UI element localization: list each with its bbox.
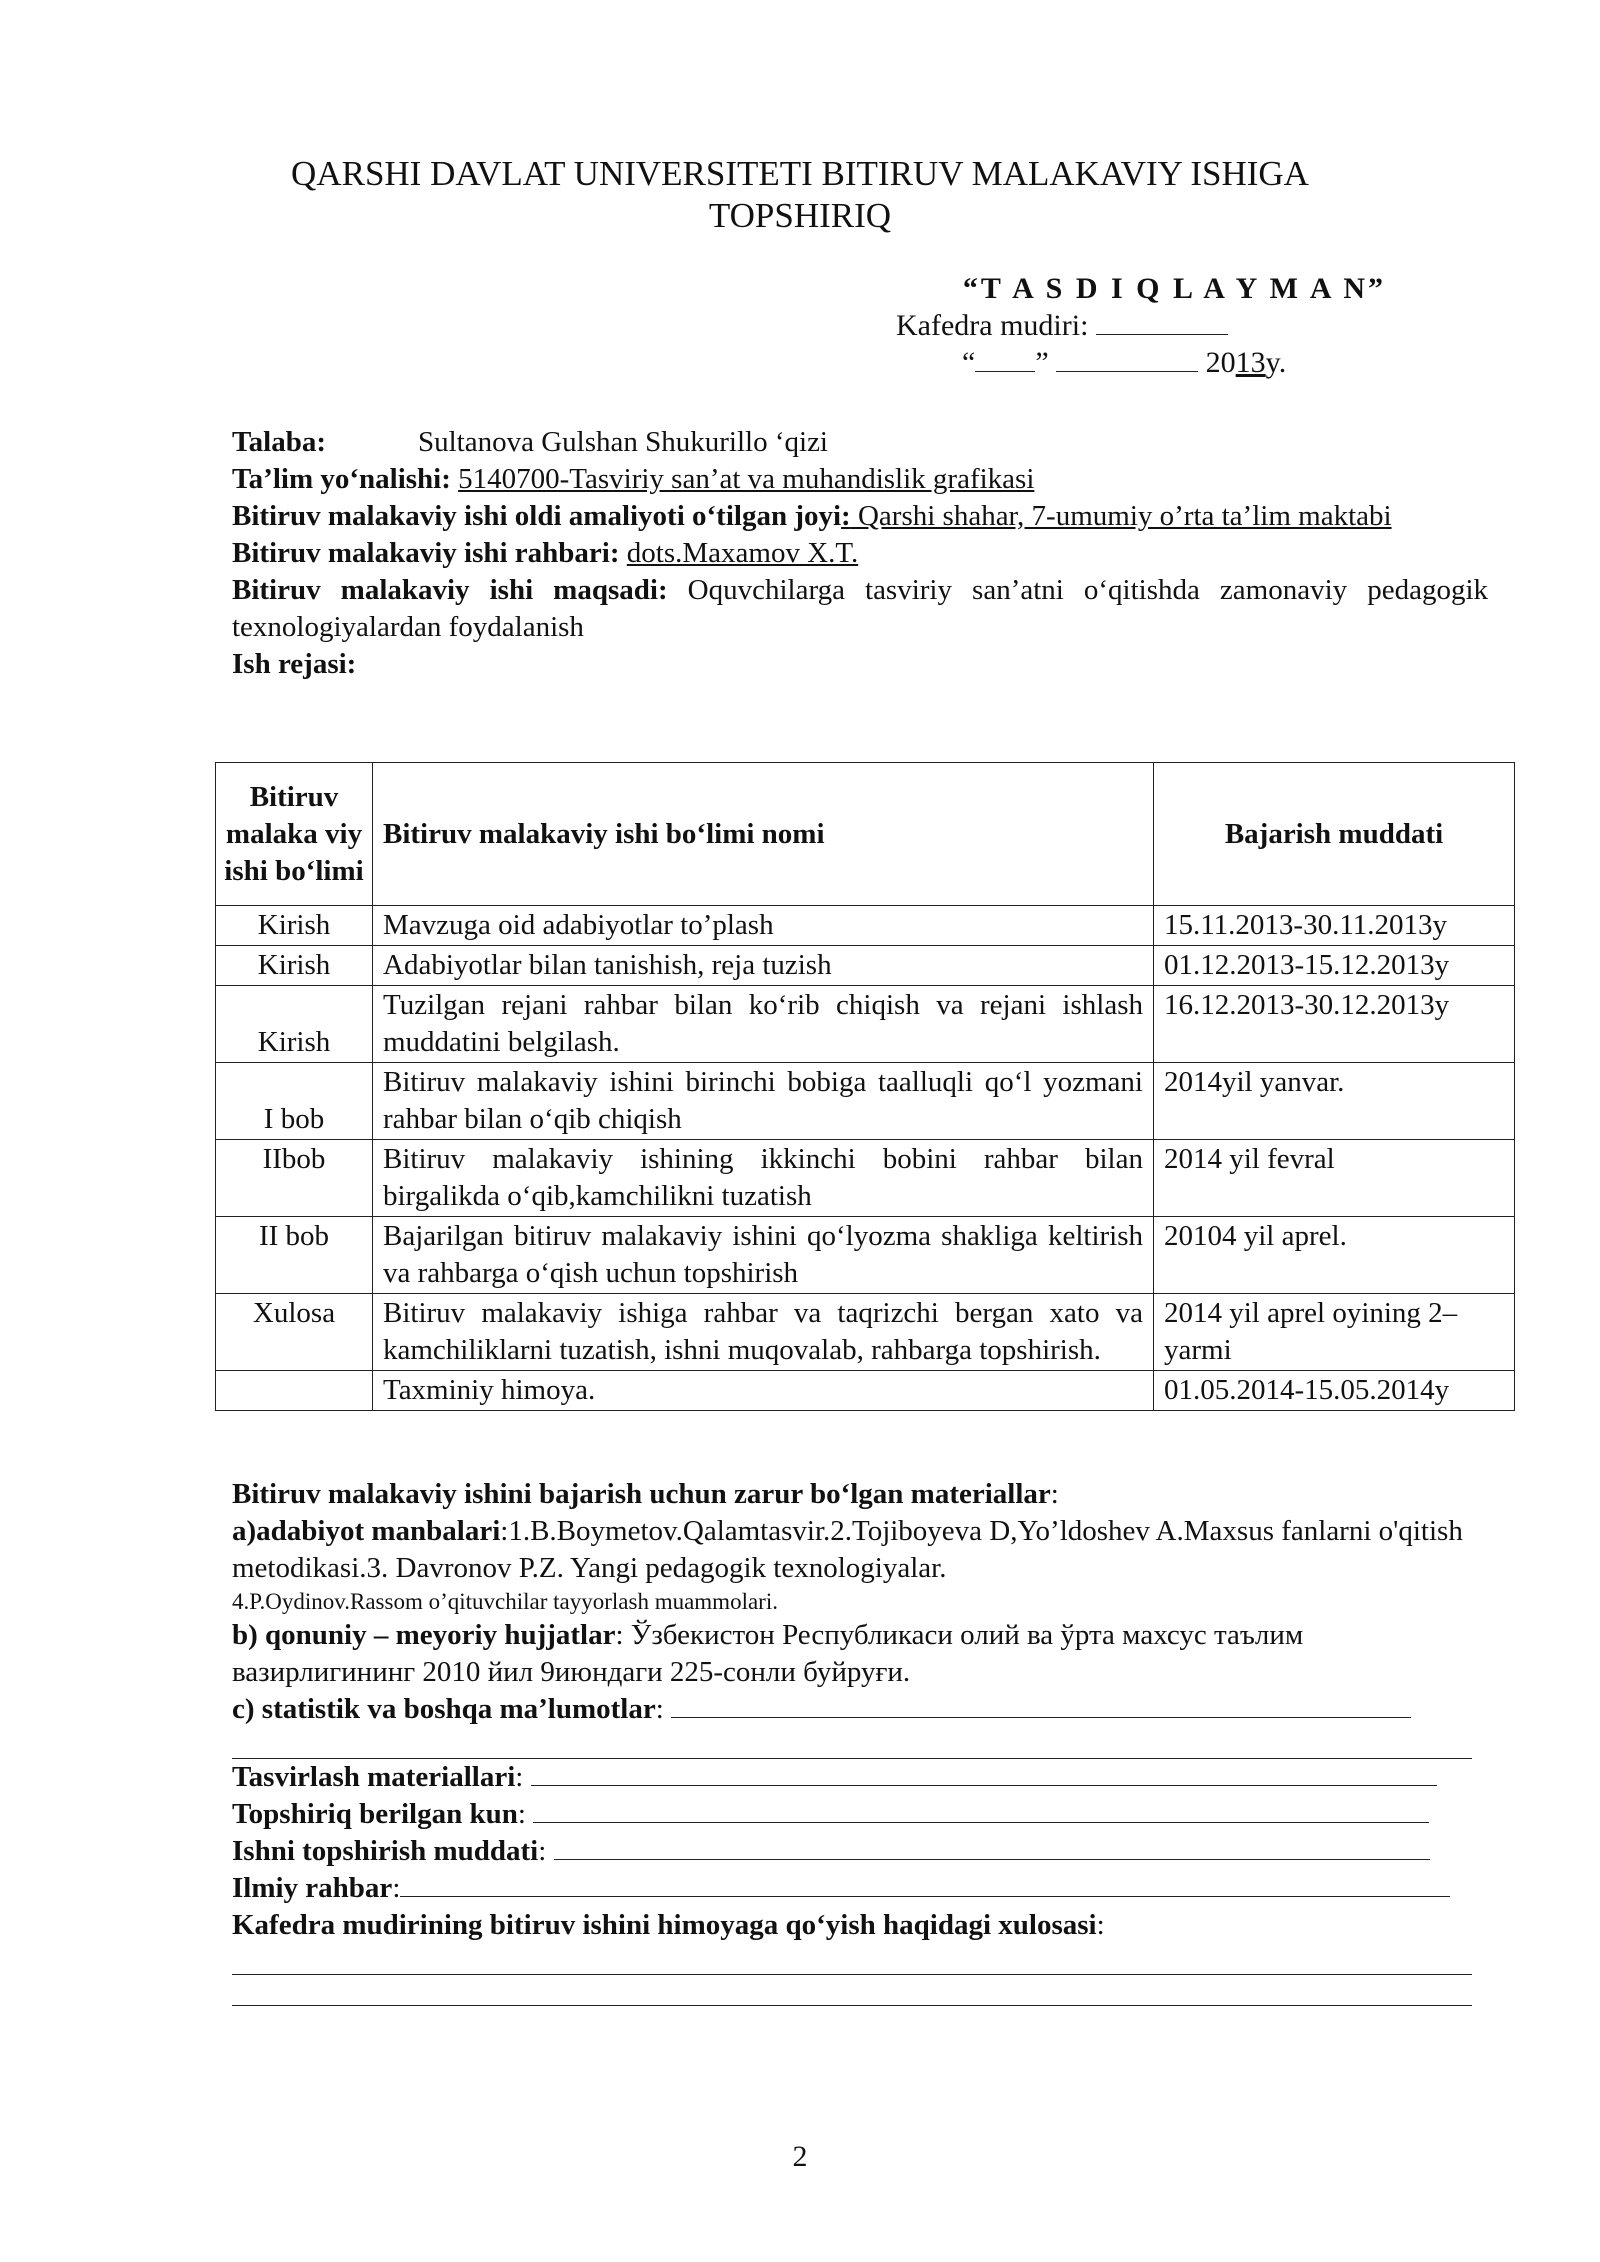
row-section: Kirish — [216, 986, 373, 1063]
yonalish-line — [232, 461, 1488, 498]
row-section: Xulosa — [216, 1294, 373, 1371]
header-name: Bitiruv malakaviy ishi bo‘limi nomi — [373, 763, 1154, 906]
amaliyot-value — [841, 500, 1392, 532]
row-deadline: 01.05.2014-15.05.2014y — [1154, 1371, 1515, 1411]
rejasi-line — [232, 646, 1488, 683]
qonuniy-label: b) qonuniy – meyoriy hujjatlar — [232, 1619, 616, 1651]
kafedra-mudiri-label: Kafedra mudiri: — [896, 309, 1089, 342]
page-title-line-2: TOPSHIRIQ — [708, 196, 892, 235]
row-name: Mavzuga oid adabiyotlar to’plash — [373, 906, 1154, 946]
row-name: Bitiruv malakaviy ishining ikkinchi bobini rahbar bilan birgalikda o‘qib,kamchilikni tuzatish — [373, 1140, 1154, 1217]
xulosa-blank-1 — [232, 1944, 1472, 1975]
maqsad-line — [232, 572, 1488, 646]
amaliyot-text: Qarshi shahar, 7-umumiy o’rta ta’lim maktabi — [850, 500, 1392, 532]
approval-block — [896, 270, 1386, 381]
xulosa-label: Kafedra mudirining bitiruv ishini himoyaga qo‘yish haqidagi xulosasi — [232, 1909, 1097, 1941]
approval-heading: “T A S D I Q L A Y M A N” — [962, 272, 1386, 305]
rahbar-label: Bitiruv malakaviy ishi rahbari: — [232, 537, 620, 569]
rahbar-value: dots.Maxamov X.T. — [626, 537, 859, 569]
table-row — [216, 946, 1515, 986]
amaliyot-line — [232, 498, 1488, 535]
maqsad-label: Bitiruv malakaviy ishi maqsadi: — [232, 574, 668, 606]
statistik-colon: : — [655, 1693, 664, 1725]
rejasi-label: Ish rejasi: — [232, 648, 357, 680]
materials-heading-colon: : — [1050, 1478, 1059, 1510]
adabiyot-label: a)adabiyot manbalari — [232, 1515, 501, 1547]
maqsad-value: Oquvchilarga tasviriy san’atni o‘qitishda zamonaviy pedagogik texnologiyalardan foydalanish — [232, 574, 1488, 643]
date-quote-close: ” — [1035, 346, 1049, 379]
xulosa-blank-2 — [232, 1975, 1472, 2006]
amaliyot-colon: : — [841, 500, 851, 532]
statistik-line — [232, 1691, 1492, 1728]
approval-date-line — [896, 344, 1386, 381]
row-section: I bob — [216, 1063, 373, 1140]
table-row — [216, 986, 1515, 1063]
work-plan-table — [215, 762, 1515, 1411]
student-info — [232, 424, 1488, 683]
statistik-label: c) statistik va boshqa ma’lumotlar — [232, 1693, 656, 1725]
yonalish-label: Ta’lim yo‘nalishi: — [232, 463, 451, 495]
table-header-row — [216, 763, 1515, 906]
table-row — [216, 1371, 1515, 1411]
materials-heading — [232, 1476, 1492, 1513]
berilgan-line — [232, 1796, 1492, 1833]
row-name: Bitiruv malakaviy ishiga rahbar va taqrizchi bergan xato va kamchiliklarni tuzatish, ishni muqovalab, rahbarga topshirish. — [373, 1294, 1154, 1371]
talaba-value: Sultanova Gulshan Shukurillo ‘qizi — [418, 426, 828, 458]
page-number: 2 — [792, 2140, 808, 2173]
date-day-blank — [975, 347, 1035, 372]
ilmiy-colon: : — [392, 1872, 401, 1904]
tasvirlash-colon: : — [515, 1761, 524, 1793]
berilgan-blank — [533, 1796, 1429, 1823]
yonalish-value: 5140700-Tasviriy san’at va muhandislik grafikasi — [458, 463, 1035, 495]
materials-heading-text: Bitiruv malakaviy ishini bajarish uchun zarur bo‘lgan materiallar — [232, 1478, 1051, 1510]
ilmiy-label: Ilmiy rahbar — [232, 1872, 393, 1904]
row-deadline: 2014 yil fevral — [1154, 1140, 1515, 1217]
date-month-blank — [1056, 347, 1198, 372]
adabiyot-line-small: 4.P.Oydinov.Rassom o’qituvchilar tayyorlash muammolari. — [232, 1589, 778, 1614]
qonuniy-line — [232, 1617, 1492, 1691]
row-deadline: 01.12.2013-15.12.2013y — [1154, 946, 1515, 986]
page-title-line-1: QARSHI DAVLAT UNIVERSITETI BITIRUV MALAKAVIY ISHIGA — [291, 154, 1309, 193]
header-section: Bitiruv malaka viy ishi bo‘limi — [216, 763, 373, 906]
kafedra-mudiri-line — [896, 307, 1386, 344]
muddati-label: Ishni topshirish muddati — [232, 1835, 539, 1867]
muddati-blank — [554, 1833, 1430, 1860]
row-deadline: 2014 yil aprel oyining 2–yarmi — [1154, 1294, 1515, 1371]
rahbar-line — [232, 535, 1488, 572]
table-row — [216, 1294, 1515, 1371]
kafedra-signature-blank — [1096, 308, 1228, 335]
statistik-blank — [671, 1691, 1411, 1718]
row-name: Bitiruv malakaviy ishini birinchi bobiga taalluqli qo‘l yozmani rahbar bilan o‘qib chiqish — [373, 1063, 1154, 1140]
table-row — [216, 1063, 1515, 1140]
qonuniy-value: : Ўзбекистон Республикаси олий ва ўрта махсус таълим вазирлигининг 2010 йил 9июндаги 225-сонли буйруғи. — [232, 1619, 1304, 1688]
tasvirlash-blank — [531, 1759, 1437, 1786]
talaba-label: Talaba: — [232, 426, 327, 458]
xulosa-line — [232, 1907, 1492, 1944]
row-deadline: 20104 yil aprel. — [1154, 1217, 1515, 1294]
muddati-line — [232, 1833, 1492, 1870]
header-deadline: Bajarish muddati — [1154, 763, 1515, 906]
amaliyot-label: Bitiruv malakaviy ishi oldi amaliyoti o‘tilgan joyi — [232, 500, 842, 532]
row-name: Adabiyotlar bilan tanishish, reja tuzish — [373, 946, 1154, 986]
year-prefix: 20 — [1205, 346, 1236, 379]
row-deadline: 16.12.2013-30.12.2013y — [1154, 986, 1515, 1063]
row-name: Taxminiy himoya. — [373, 1371, 1154, 1411]
tasvirlash-line — [232, 1759, 1492, 1796]
row-section: Kirish — [216, 906, 373, 946]
row-deadline: 2014yil yanvar. — [1154, 1063, 1515, 1140]
ilmiy-blank — [400, 1870, 1450, 1897]
adabiyot-value: :1.B.Boymetov.Qalamtasvir.2.Tojiboyeva D,Yo’ldoshev A.Maxsus fanlarni o'qitish metodikasi.3. Davronov P.Z. Yangi pedagogik texnologiyalar. — [232, 1515, 1463, 1584]
table-row — [216, 1217, 1515, 1294]
date-year — [1206, 346, 1287, 379]
muddati-colon: : — [538, 1835, 547, 1867]
year-suffix: y. — [1265, 346, 1287, 379]
berilgan-label: Topshiriq berilgan kun — [232, 1798, 518, 1830]
statistik-blank-2 — [232, 1728, 1472, 1759]
row-section: IIbob — [216, 1140, 373, 1217]
tasvirlash-label: Tasvirlash materiallari — [232, 1761, 516, 1793]
adabiyot-line — [232, 1513, 1492, 1587]
berilgan-colon: : — [517, 1798, 526, 1830]
row-name: Tuzilgan rejani rahbar bilan ko‘rib chiqish va rejani ishlash muddatini belgilash. — [373, 986, 1154, 1063]
ilmiy-line — [232, 1870, 1492, 1907]
talaba-line — [232, 424, 1488, 461]
row-deadline: 15.11.2013-30.11.2013y — [1154, 906, 1515, 946]
date-quote-open: “ — [962, 346, 976, 379]
row-section: II bob — [216, 1217, 373, 1294]
table-row — [216, 906, 1515, 946]
row-section: Kirish — [216, 946, 373, 986]
xulosa-colon: : — [1096, 1909, 1105, 1941]
table-row — [216, 1140, 1515, 1217]
materials-section — [232, 1476, 1492, 2006]
row-name: Bajarilgan bitiruv malakaviy ishini qo‘lyozma shakliga keltirish va rahbarga o‘qish uchun topshirish — [373, 1217, 1154, 1294]
year-underlined: 13 — [1235, 346, 1266, 379]
row-section — [216, 1371, 373, 1411]
